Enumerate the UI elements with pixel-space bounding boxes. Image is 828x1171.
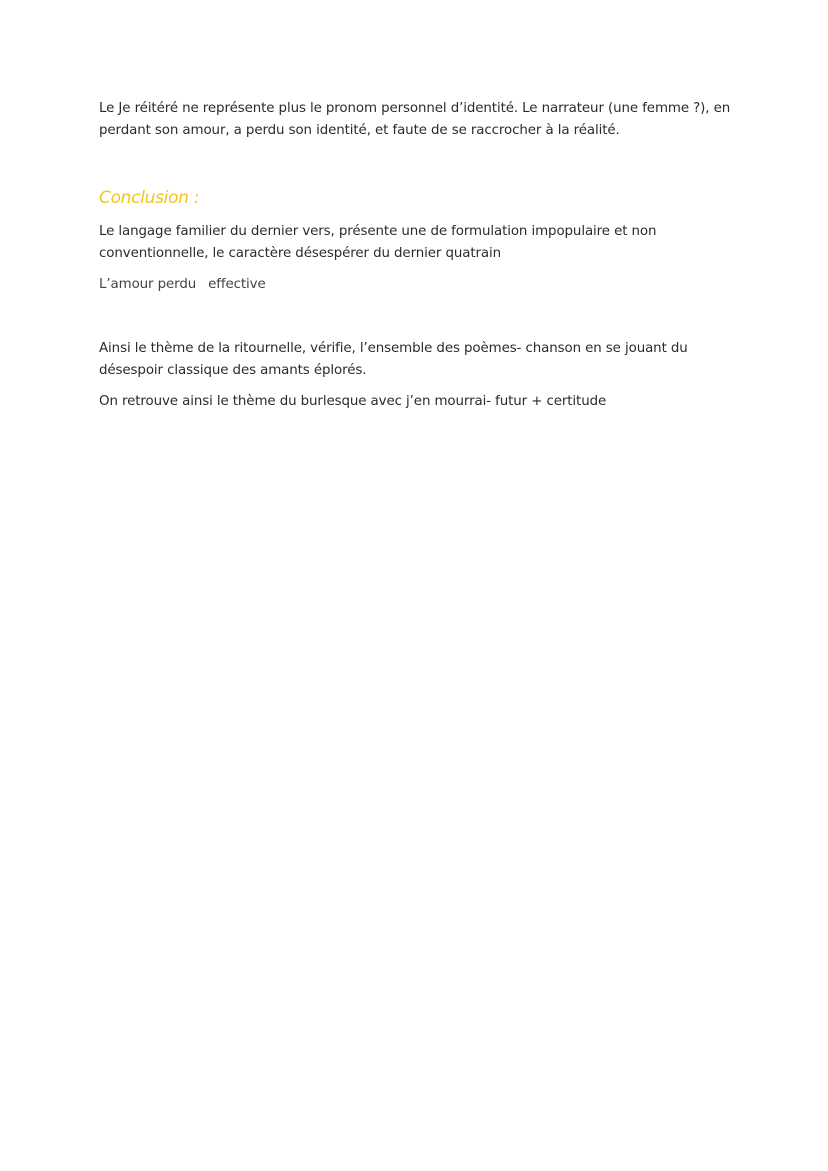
paragraph-lost-love <box>99 274 739 296</box>
paragraph-identity: Le Je réitéré ne représente plus le pronom personnel d’identité. Le narrateur (une femme ?), en perdant son amour, a perdu son identité, et faute de se raccrocher à la réalité. <box>99 101 731 138</box>
effective-text: effective <box>208 277 266 292</box>
conclusion-heading: Conclusion : <box>99 188 200 208</box>
paragraph-familiar-language: Le langage familier du dernier vers, présente une de formulation impopulaire et non conventionnelle, le caractère désespérer du dernier quatrain <box>99 224 657 261</box>
paragraph-burlesque: On retrouve ainsi le thème du burlesque avec j’en mourrai- futur + certitude <box>99 394 607 409</box>
paragraph-ritournelle: Ainsi le thème de la ritournelle, vérifie, l’ensemble des poèmes- chanson en se jouant du désespoir classique des amants éplorés. <box>99 341 688 378</box>
lost-love-text: L’amour perdu <box>99 277 197 292</box>
